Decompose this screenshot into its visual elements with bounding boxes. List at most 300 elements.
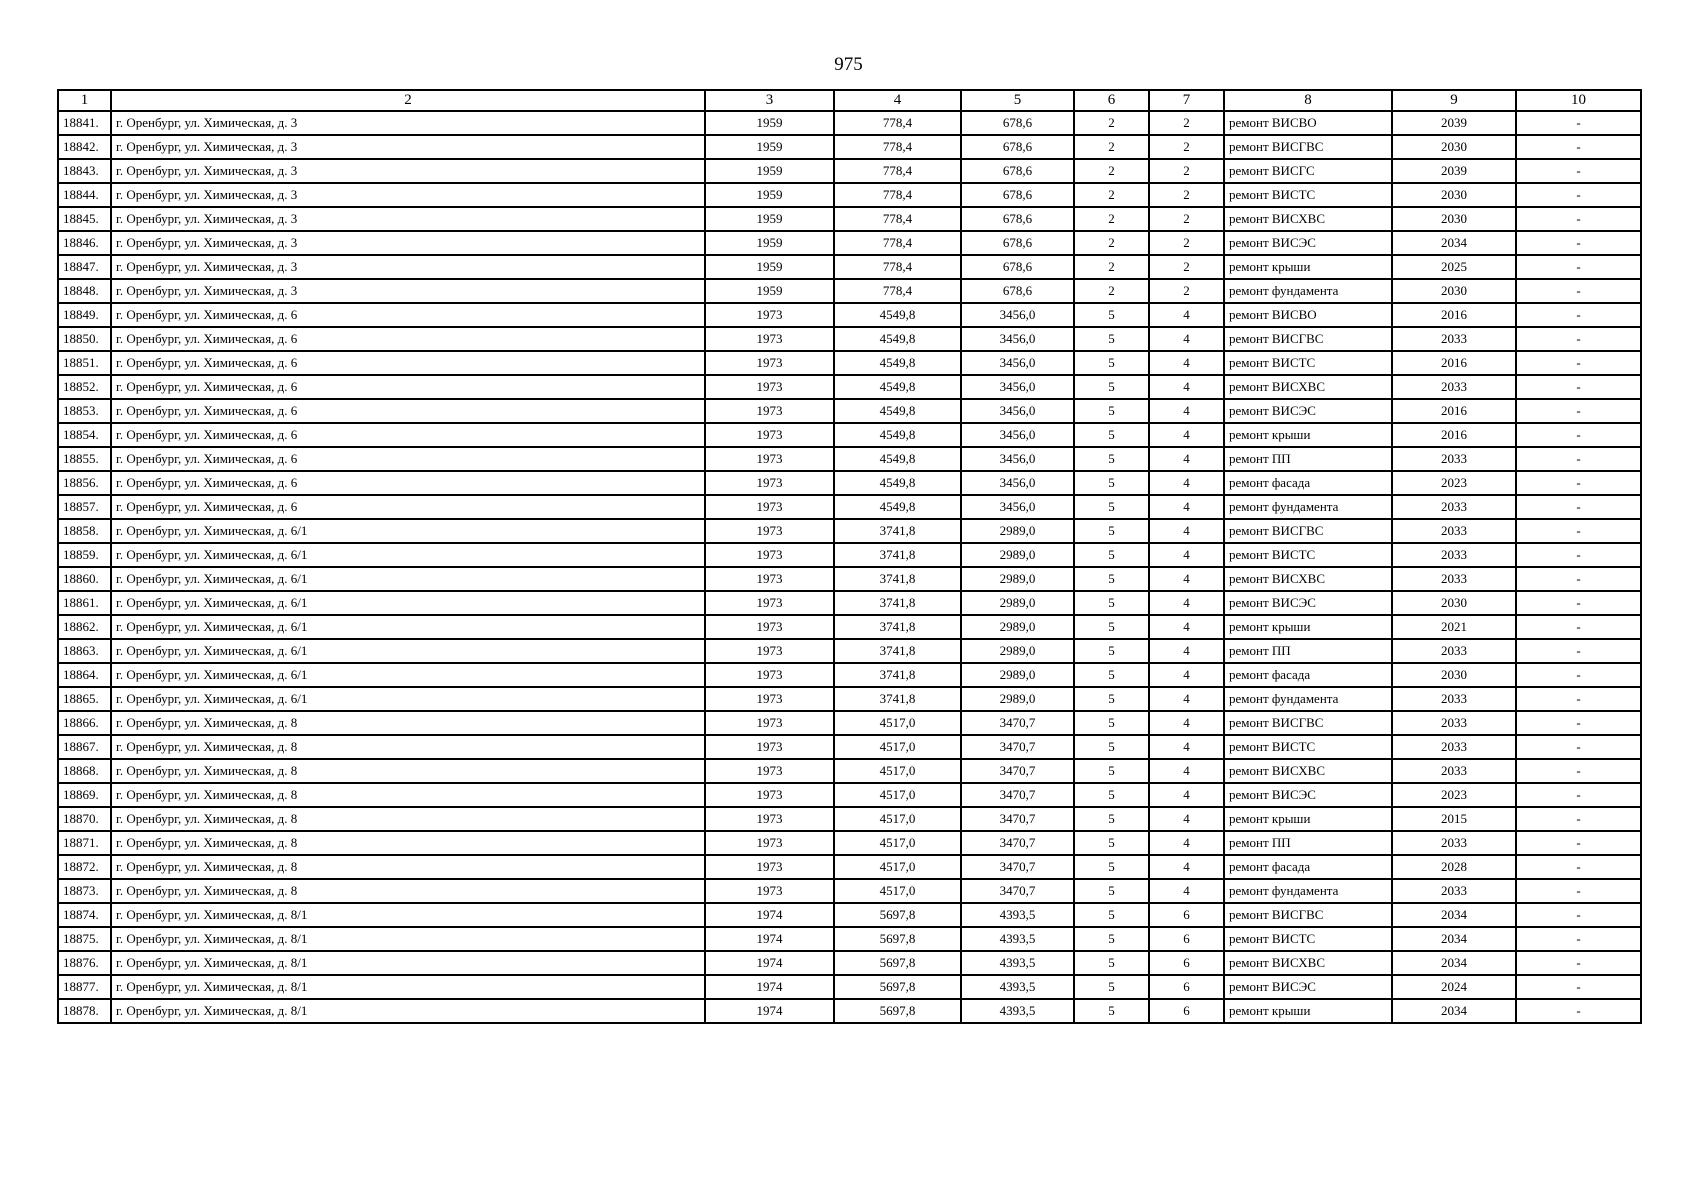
cell-work-type: ремонт ВИСТС <box>1224 351 1392 375</box>
cell-plan-year: 2034 <box>1392 903 1516 927</box>
cell-work-type: ремонт фасада <box>1224 663 1392 687</box>
cell-work-type: ремонт ВИСХВС <box>1224 759 1392 783</box>
cell-total-area: 4517,0 <box>834 783 961 807</box>
cell-plan-year: 2015 <box>1392 807 1516 831</box>
cell-address: г. Оренбург, ул. Химическая, д. 8 <box>111 783 705 807</box>
cell-total-area: 4549,8 <box>834 423 961 447</box>
cell-row-number: 18860. <box>58 567 111 591</box>
cell-row-number: 18843. <box>58 159 111 183</box>
cell-entrances: 4 <box>1149 471 1224 495</box>
cell-floors: 2 <box>1074 207 1149 231</box>
cell-floors: 5 <box>1074 663 1149 687</box>
cell-total-area: 778,4 <box>834 255 961 279</box>
cell-note: - <box>1516 543 1641 567</box>
cell-address: г. Оренбург, ул. Химическая, д. 3 <box>111 159 705 183</box>
cell-total-area: 4549,8 <box>834 303 961 327</box>
cell-floors: 5 <box>1074 951 1149 975</box>
cell-plan-year: 2034 <box>1392 999 1516 1023</box>
cell-plan-year: 2033 <box>1392 375 1516 399</box>
cell-work-type: ремонт ВИСГВС <box>1224 711 1392 735</box>
cell-total-area: 3741,8 <box>834 615 961 639</box>
cell-entrances: 2 <box>1149 279 1224 303</box>
cell-year: 1973 <box>705 807 834 831</box>
cell-plan-year: 2034 <box>1392 231 1516 255</box>
cell-total-area: 3741,8 <box>834 591 961 615</box>
cell-note: - <box>1516 759 1641 783</box>
cell-floors: 5 <box>1074 303 1149 327</box>
cell-row-number: 18851. <box>58 351 111 375</box>
cell-work-type: ремонт ВИСЭС <box>1224 591 1392 615</box>
cell-note: - <box>1516 255 1641 279</box>
cell-total-area: 4549,8 <box>834 447 961 471</box>
cell-address: г. Оренбург, ул. Химическая, д. 6/1 <box>111 519 705 543</box>
cell-total-area: 778,4 <box>834 279 961 303</box>
cell-total-area: 5697,8 <box>834 951 961 975</box>
cell-row-number: 18855. <box>58 447 111 471</box>
cell-row-number: 18845. <box>58 207 111 231</box>
page-number: 975 <box>834 54 863 75</box>
cell-entrances: 2 <box>1149 231 1224 255</box>
cell-year: 1973 <box>705 303 834 327</box>
cell-total-area: 778,4 <box>834 135 961 159</box>
cell-plan-year: 2025 <box>1392 255 1516 279</box>
cell-address: г. Оренбург, ул. Химическая, д. 3 <box>111 183 705 207</box>
cell-plan-year: 2033 <box>1392 639 1516 663</box>
cell-plan-year: 2030 <box>1392 135 1516 159</box>
table-row <box>58 327 1641 351</box>
cell-note: - <box>1516 567 1641 591</box>
cell-work-type: ремонт ВИСТС <box>1224 183 1392 207</box>
cell-plan-year: 2039 <box>1392 111 1516 135</box>
cell-year: 1973 <box>705 543 834 567</box>
cell-address: г. Оренбург, ул. Химическая, д. 6/1 <box>111 687 705 711</box>
cell-total-area: 3741,8 <box>834 567 961 591</box>
cell-living-area: 3470,7 <box>961 831 1074 855</box>
cell-year: 1959 <box>705 255 834 279</box>
cell-note: - <box>1516 207 1641 231</box>
table-row <box>58 255 1641 279</box>
table-row <box>58 207 1641 231</box>
cell-note: - <box>1516 183 1641 207</box>
cell-plan-year: 2030 <box>1392 207 1516 231</box>
cell-work-type: ремонт ПП <box>1224 447 1392 471</box>
cell-row-number: 18853. <box>58 399 111 423</box>
cell-living-area: 2989,0 <box>961 615 1074 639</box>
cell-entrances: 4 <box>1149 399 1224 423</box>
cell-living-area: 2989,0 <box>961 639 1074 663</box>
table-row <box>58 351 1641 375</box>
cell-row-number: 18841. <box>58 111 111 135</box>
cell-plan-year: 2034 <box>1392 927 1516 951</box>
cell-row-number: 18861. <box>58 591 111 615</box>
cell-year: 1974 <box>705 903 834 927</box>
cell-address: г. Оренбург, ул. Химическая, д. 3 <box>111 111 705 135</box>
cell-plan-year: 2033 <box>1392 759 1516 783</box>
cell-year: 1973 <box>705 639 834 663</box>
cell-row-number: 18869. <box>58 783 111 807</box>
cell-living-area: 4393,5 <box>961 999 1074 1023</box>
cell-note: - <box>1516 447 1641 471</box>
cell-living-area: 3456,0 <box>961 303 1074 327</box>
column-header: 6 <box>1074 90 1149 111</box>
cell-work-type: ремонт крыши <box>1224 255 1392 279</box>
cell-note: - <box>1516 351 1641 375</box>
cell-address: г. Оренбург, ул. Химическая, д. 6 <box>111 471 705 495</box>
cell-entrances: 6 <box>1149 951 1224 975</box>
cell-year: 1973 <box>705 519 834 543</box>
cell-living-area: 3456,0 <box>961 423 1074 447</box>
cell-note: - <box>1516 807 1641 831</box>
cell-total-area: 5697,8 <box>834 999 961 1023</box>
cell-row-number: 18844. <box>58 183 111 207</box>
cell-floors: 2 <box>1074 231 1149 255</box>
cell-note: - <box>1516 327 1641 351</box>
cell-work-type: ремонт ВИСГВС <box>1224 327 1392 351</box>
cell-floors: 5 <box>1074 327 1149 351</box>
cell-year: 1959 <box>705 183 834 207</box>
cell-plan-year: 2030 <box>1392 183 1516 207</box>
table-row <box>58 471 1641 495</box>
column-header: 4 <box>834 90 961 111</box>
cell-row-number: 18850. <box>58 327 111 351</box>
cell-address: г. Оренбург, ул. Химическая, д. 6 <box>111 327 705 351</box>
cell-year: 1973 <box>705 399 834 423</box>
cell-total-area: 4549,8 <box>834 351 961 375</box>
cell-total-area: 5697,8 <box>834 927 961 951</box>
cell-floors: 2 <box>1074 279 1149 303</box>
cell-floors: 5 <box>1074 711 1149 735</box>
table-row <box>58 999 1641 1023</box>
cell-plan-year: 2033 <box>1392 495 1516 519</box>
table-row <box>58 399 1641 423</box>
cell-living-area: 3456,0 <box>961 399 1074 423</box>
cell-entrances: 6 <box>1149 903 1224 927</box>
cell-plan-year: 2033 <box>1392 543 1516 567</box>
cell-plan-year: 2028 <box>1392 855 1516 879</box>
table-row <box>58 567 1641 591</box>
cell-year: 1973 <box>705 855 834 879</box>
cell-total-area: 3741,8 <box>834 639 961 663</box>
cell-total-area: 5697,8 <box>834 975 961 999</box>
table-row <box>58 543 1641 567</box>
cell-year: 1973 <box>705 711 834 735</box>
table-row <box>58 183 1641 207</box>
cell-note: - <box>1516 999 1641 1023</box>
cell-row-number: 18859. <box>58 543 111 567</box>
cell-total-area: 3741,8 <box>834 687 961 711</box>
cell-entrances: 2 <box>1149 207 1224 231</box>
cell-address: г. Оренбург, ул. Химическая, д. 8 <box>111 855 705 879</box>
cell-living-area: 4393,5 <box>961 927 1074 951</box>
cell-floors: 5 <box>1074 687 1149 711</box>
cell-note: - <box>1516 159 1641 183</box>
cell-address: г. Оренбург, ул. Химическая, д. 8 <box>111 735 705 759</box>
cell-total-area: 778,4 <box>834 111 961 135</box>
cell-address: г. Оренбург, ул. Химическая, д. 6/1 <box>111 663 705 687</box>
column-header: 2 <box>111 90 705 111</box>
cell-floors: 5 <box>1074 519 1149 543</box>
cell-note: - <box>1516 735 1641 759</box>
cell-address: г. Оренбург, ул. Химическая, д. 3 <box>111 255 705 279</box>
cell-living-area: 678,6 <box>961 255 1074 279</box>
cell-address: г. Оренбург, ул. Химическая, д. 6 <box>111 423 705 447</box>
cell-address: г. Оренбург, ул. Химическая, д. 8 <box>111 831 705 855</box>
cell-note: - <box>1516 879 1641 903</box>
cell-work-type: ремонт ВИСЭС <box>1224 399 1392 423</box>
table-row <box>58 615 1641 639</box>
table-row <box>58 951 1641 975</box>
table-row <box>58 879 1641 903</box>
cell-entrances: 4 <box>1149 879 1224 903</box>
cell-work-type: ремонт ВИСХВС <box>1224 375 1392 399</box>
cell-total-area: 4517,0 <box>834 711 961 735</box>
table-row <box>58 663 1641 687</box>
cell-note: - <box>1516 495 1641 519</box>
cell-work-type: ремонт фундамента <box>1224 687 1392 711</box>
cell-floors: 5 <box>1074 759 1149 783</box>
cell-floors: 5 <box>1074 831 1149 855</box>
cell-entrances: 4 <box>1149 615 1224 639</box>
column-header: 9 <box>1392 90 1516 111</box>
cell-row-number: 18871. <box>58 831 111 855</box>
cell-work-type: ремонт фасада <box>1224 471 1392 495</box>
cell-note: - <box>1516 375 1641 399</box>
table-row <box>58 375 1641 399</box>
cell-floors: 5 <box>1074 639 1149 663</box>
cell-address: г. Оренбург, ул. Химическая, д. 8 <box>111 879 705 903</box>
cell-entrances: 2 <box>1149 255 1224 279</box>
column-header: 1 <box>58 90 111 111</box>
cell-entrances: 2 <box>1149 159 1224 183</box>
cell-note: - <box>1516 399 1641 423</box>
cell-year: 1973 <box>705 591 834 615</box>
cell-work-type: ремонт ВИСВО <box>1224 303 1392 327</box>
cell-entrances: 6 <box>1149 975 1224 999</box>
cell-entrances: 4 <box>1149 543 1224 567</box>
cell-work-type: ремонт ВИСЭС <box>1224 783 1392 807</box>
cell-year: 1959 <box>705 135 834 159</box>
cell-work-type: ремонт ВИСТС <box>1224 543 1392 567</box>
table-row <box>58 591 1641 615</box>
cell-note: - <box>1516 951 1641 975</box>
column-header: 7 <box>1149 90 1224 111</box>
cell-entrances: 6 <box>1149 999 1224 1023</box>
cell-plan-year: 2023 <box>1392 471 1516 495</box>
table-row <box>58 639 1641 663</box>
cell-entrances: 2 <box>1149 183 1224 207</box>
cell-work-type: ремонт ВИСТС <box>1224 735 1392 759</box>
cell-entrances: 4 <box>1149 567 1224 591</box>
cell-address: г. Оренбург, ул. Химическая, д. 6 <box>111 447 705 471</box>
cell-living-area: 678,6 <box>961 231 1074 255</box>
table-row <box>58 447 1641 471</box>
cell-year: 1973 <box>705 783 834 807</box>
cell-plan-year: 2024 <box>1392 975 1516 999</box>
cell-work-type: ремонт фундамента <box>1224 495 1392 519</box>
cell-work-type: ремонт крыши <box>1224 999 1392 1023</box>
cell-address: г. Оренбург, ул. Химическая, д. 6/1 <box>111 567 705 591</box>
registry-table <box>57 89 1642 1024</box>
cell-address: г. Оренбург, ул. Химическая, д. 8/1 <box>111 927 705 951</box>
cell-living-area: 3456,0 <box>961 471 1074 495</box>
cell-total-area: 4517,0 <box>834 831 961 855</box>
table-row <box>58 759 1641 783</box>
cell-floors: 5 <box>1074 447 1149 471</box>
cell-year: 1973 <box>705 663 834 687</box>
cell-row-number: 18856. <box>58 471 111 495</box>
cell-living-area: 3470,7 <box>961 783 1074 807</box>
cell-address: г. Оренбург, ул. Химическая, д. 6/1 <box>111 639 705 663</box>
cell-entrances: 4 <box>1149 591 1224 615</box>
table-row <box>58 903 1641 927</box>
cell-floors: 5 <box>1074 471 1149 495</box>
cell-year: 1973 <box>705 327 834 351</box>
cell-plan-year: 2030 <box>1392 663 1516 687</box>
cell-year: 1973 <box>705 423 834 447</box>
cell-address: г. Оренбург, ул. Химическая, д. 8/1 <box>111 975 705 999</box>
cell-floors: 5 <box>1074 423 1149 447</box>
table-row <box>58 159 1641 183</box>
cell-year: 1973 <box>705 375 834 399</box>
cell-row-number: 18865. <box>58 687 111 711</box>
cell-year: 1974 <box>705 951 834 975</box>
cell-note: - <box>1516 303 1641 327</box>
cell-living-area: 2989,0 <box>961 543 1074 567</box>
cell-entrances: 4 <box>1149 639 1224 663</box>
cell-note: - <box>1516 423 1641 447</box>
cell-row-number: 18862. <box>58 615 111 639</box>
cell-address: г. Оренбург, ул. Химическая, д. 6/1 <box>111 591 705 615</box>
table-row <box>58 855 1641 879</box>
column-header: 10 <box>1516 90 1641 111</box>
cell-work-type: ремонт ВИСГВС <box>1224 903 1392 927</box>
cell-living-area: 678,6 <box>961 159 1074 183</box>
cell-address: г. Оренбург, ул. Химическая, д. 6/1 <box>111 543 705 567</box>
cell-entrances: 4 <box>1149 807 1224 831</box>
cell-living-area: 2989,0 <box>961 687 1074 711</box>
table-row <box>58 495 1641 519</box>
cell-address: г. Оренбург, ул. Химическая, д. 8 <box>111 711 705 735</box>
cell-row-number: 18858. <box>58 519 111 543</box>
cell-total-area: 4517,0 <box>834 759 961 783</box>
cell-plan-year: 2034 <box>1392 951 1516 975</box>
cell-living-area: 4393,5 <box>961 975 1074 999</box>
cell-note: - <box>1516 831 1641 855</box>
table-row <box>58 783 1641 807</box>
cell-address: г. Оренбург, ул. Химическая, д. 3 <box>111 279 705 303</box>
cell-living-area: 678,6 <box>961 279 1074 303</box>
cell-entrances: 2 <box>1149 135 1224 159</box>
cell-floors: 5 <box>1074 879 1149 903</box>
cell-floors: 2 <box>1074 135 1149 159</box>
cell-entrances: 4 <box>1149 735 1224 759</box>
cell-year: 1973 <box>705 471 834 495</box>
cell-note: - <box>1516 903 1641 927</box>
table-row <box>58 231 1641 255</box>
cell-row-number: 18847. <box>58 255 111 279</box>
cell-living-area: 3456,0 <box>961 495 1074 519</box>
cell-note: - <box>1516 855 1641 879</box>
cell-entrances: 4 <box>1149 327 1224 351</box>
cell-year: 1973 <box>705 879 834 903</box>
cell-plan-year: 2016 <box>1392 423 1516 447</box>
table-row <box>58 711 1641 735</box>
cell-entrances: 4 <box>1149 783 1224 807</box>
cell-note: - <box>1516 783 1641 807</box>
cell-work-type: ремонт ВИСГС <box>1224 159 1392 183</box>
cell-living-area: 678,6 <box>961 135 1074 159</box>
cell-living-area: 678,6 <box>961 111 1074 135</box>
cell-living-area: 4393,5 <box>961 903 1074 927</box>
cell-living-area: 3470,7 <box>961 711 1074 735</box>
cell-row-number: 18878. <box>58 999 111 1023</box>
cell-note: - <box>1516 639 1641 663</box>
cell-floors: 5 <box>1074 399 1149 423</box>
cell-entrances: 4 <box>1149 831 1224 855</box>
cell-row-number: 18876. <box>58 951 111 975</box>
cell-address: г. Оренбург, ул. Химическая, д. 3 <box>111 135 705 159</box>
cell-row-number: 18877. <box>58 975 111 999</box>
table-row <box>58 735 1641 759</box>
cell-row-number: 18866. <box>58 711 111 735</box>
cell-floors: 5 <box>1074 735 1149 759</box>
cell-living-area: 3470,7 <box>961 855 1074 879</box>
cell-address: г. Оренбург, ул. Химическая, д. 6/1 <box>111 615 705 639</box>
cell-work-type: ремонт ВИСХВС <box>1224 567 1392 591</box>
cell-work-type: ремонт ВИСЭС <box>1224 975 1392 999</box>
cell-note: - <box>1516 615 1641 639</box>
cell-total-area: 778,4 <box>834 183 961 207</box>
cell-year: 1973 <box>705 351 834 375</box>
cell-entrances: 6 <box>1149 927 1224 951</box>
cell-year: 1959 <box>705 111 834 135</box>
cell-address: г. Оренбург, ул. Химическая, д. 8/1 <box>111 951 705 975</box>
cell-floors: 5 <box>1074 999 1149 1023</box>
cell-total-area: 4549,8 <box>834 327 961 351</box>
cell-living-area: 3456,0 <box>961 447 1074 471</box>
cell-entrances: 2 <box>1149 111 1224 135</box>
cell-plan-year: 2033 <box>1392 687 1516 711</box>
cell-address: г. Оренбург, ул. Химическая, д. 6 <box>111 351 705 375</box>
cell-plan-year: 2030 <box>1392 591 1516 615</box>
cell-total-area: 4549,8 <box>834 399 961 423</box>
cell-row-number: 18874. <box>58 903 111 927</box>
table-row <box>58 135 1641 159</box>
cell-row-number: 18852. <box>58 375 111 399</box>
cell-living-area: 3456,0 <box>961 327 1074 351</box>
cell-entrances: 4 <box>1149 351 1224 375</box>
column-header: 5 <box>961 90 1074 111</box>
cell-year: 1973 <box>705 495 834 519</box>
table-row <box>58 279 1641 303</box>
cell-total-area: 4517,0 <box>834 855 961 879</box>
cell-living-area: 2989,0 <box>961 567 1074 591</box>
cell-living-area: 678,6 <box>961 183 1074 207</box>
cell-year: 1973 <box>705 447 834 471</box>
cell-row-number: 18864. <box>58 663 111 687</box>
cell-address: г. Оренбург, ул. Химическая, д. 3 <box>111 207 705 231</box>
cell-note: - <box>1516 135 1641 159</box>
cell-entrances: 4 <box>1149 687 1224 711</box>
cell-note: - <box>1516 591 1641 615</box>
cell-total-area: 3741,8 <box>834 519 961 543</box>
cell-floors: 5 <box>1074 903 1149 927</box>
cell-year: 1974 <box>705 975 834 999</box>
cell-note: - <box>1516 687 1641 711</box>
cell-year: 1974 <box>705 927 834 951</box>
cell-total-area: 4549,8 <box>834 471 961 495</box>
cell-year: 1973 <box>705 735 834 759</box>
